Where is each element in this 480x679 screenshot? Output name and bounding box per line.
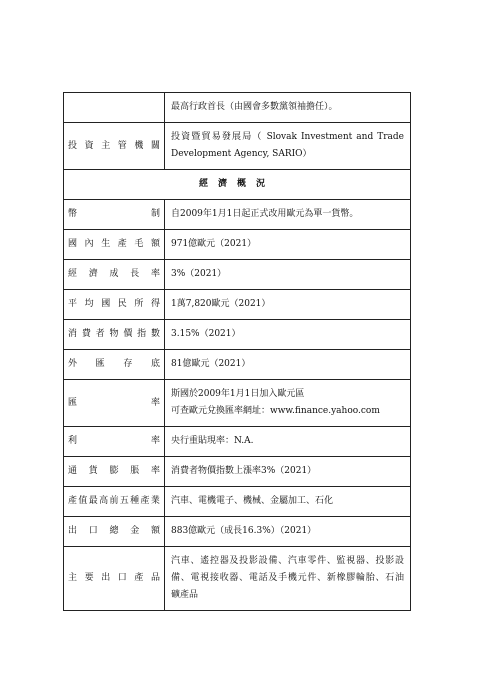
value-line-3: 礦產品 [171, 590, 199, 600]
label-char: 長 [130, 269, 140, 279]
justified-label [68, 464, 160, 479]
row-label-inflation [64, 457, 165, 487]
label-char: 額 [150, 526, 160, 536]
row-value-industries: 汽車、電機電子、機械、金屬加工、石化 [165, 487, 411, 517]
section-title: 經濟概況 [64, 170, 411, 200]
table-row-exports-total [64, 517, 411, 547]
justified-label [68, 434, 160, 449]
row-label-currency [64, 200, 165, 230]
label-char: 率 [150, 269, 160, 279]
justified-label [68, 139, 160, 154]
justified-label [68, 571, 160, 586]
label-char: 品 [150, 573, 160, 583]
table-row-interest [64, 427, 411, 457]
label-char: 底 [150, 359, 160, 369]
label-char: 口 [117, 573, 127, 583]
row-label-exports-products [64, 547, 165, 611]
value-line-1: 斯國於2009年1月1日加入歐元區 [171, 389, 305, 399]
value-line-2: Development Agency, SARIO） [171, 149, 312, 159]
investment-agency-label [64, 123, 165, 170]
value-line-2: 備、電視接收器、電話及手機元件、新橡膠輪胎、石油 [171, 573, 404, 583]
label-char: 投 [68, 140, 78, 151]
table-row-reserves [64, 350, 411, 380]
label-char: 前 [109, 496, 119, 506]
row-value-exports-total: 883億歐元（成長16.3%）（2021） [165, 517, 411, 547]
label-char: 者 [95, 329, 105, 339]
label-char: 物 [109, 329, 119, 339]
label-char: 貨 [88, 466, 98, 476]
row-label-exchange [64, 380, 165, 427]
row-label-income [64, 290, 165, 320]
table-row-cpi [64, 320, 411, 350]
row-label-growth [64, 260, 165, 290]
section-header-row [64, 170, 411, 200]
label-char: 所 [134, 299, 144, 309]
label-char: 主 [101, 140, 111, 151]
row-value-growth: 3%（2021） [165, 260, 411, 290]
label-char: 成 [109, 269, 119, 279]
table-row-gdp [64, 230, 411, 260]
label-char: 口 [88, 526, 98, 536]
table-row-exports-products [64, 547, 411, 611]
justified-label [68, 237, 160, 252]
value-line-2: 可查歐元兌換匯率網址：www.finance.yahoo.com [171, 406, 380, 416]
label-char: 率 [150, 397, 160, 408]
label-char: 產 [134, 573, 144, 583]
label-char: 關 [150, 140, 160, 151]
row-label-reserves [64, 350, 165, 380]
label-char: 制 [150, 209, 160, 219]
row-value-reserves: 81億歐元（2021） [165, 350, 411, 380]
label-char: 幣 [68, 209, 78, 219]
label-char: 最 [88, 496, 98, 506]
label-char: 國 [68, 239, 78, 249]
label-char: 指 [137, 329, 147, 339]
label-char: 率 [150, 436, 160, 446]
label-char: 高 [99, 496, 109, 506]
table-row-investment-agency [64, 123, 411, 170]
row-value-inflation: 消費者物價指數上漲率3%（2021） [165, 457, 411, 487]
row-label-interest [64, 427, 165, 457]
value-line-1: 投資暨貿易發展局（ Slovak Investment and Trade [171, 132, 404, 142]
label-char: 國 [101, 299, 111, 309]
label-char: 費 [81, 329, 91, 339]
justified-label [68, 207, 160, 222]
investment-agency-value [165, 123, 411, 170]
row-label-industries [64, 487, 165, 517]
label-char: 要 [84, 573, 94, 583]
label-char: 產 [140, 496, 150, 506]
row-value-currency: 自2009年1月1日起正式改用歐元為單一貨幣。 [165, 200, 411, 230]
justified-label [68, 267, 160, 282]
label-char: 毛 [134, 239, 144, 249]
label-char: 內 [84, 239, 94, 249]
row-label-cpi [64, 320, 165, 350]
row-value-exchange [165, 380, 411, 427]
label-char: 外 [68, 359, 78, 369]
justified-label [68, 524, 160, 539]
country-info-table [63, 92, 411, 611]
label-char: 民 [117, 299, 127, 309]
label-char: 種 [130, 496, 140, 506]
label-char: 五 [119, 496, 129, 506]
row-value-interest: 央行重貼現率：N.A. [165, 427, 411, 457]
label-char: 利 [68, 436, 78, 446]
label-char: 膨 [109, 466, 119, 476]
table-row-exchange [64, 380, 411, 427]
table-row-income [64, 290, 411, 320]
justified-label [68, 357, 160, 372]
table-row-inflation [64, 457, 411, 487]
label-char: 值 [78, 496, 88, 506]
label-char: 機 [134, 140, 144, 151]
row-value-cpi: 3.15%（2021） [165, 320, 411, 350]
value-line-1: 汽車、遙控器及投影設備、汽車零件、監視器、投影設 [171, 556, 404, 566]
row-value-gdp: 971億歐元（2021） [165, 230, 411, 260]
table-row-growth [64, 260, 411, 290]
row-label-gdp [64, 230, 165, 260]
row-label-exports-total [64, 517, 165, 547]
table-row-currency [64, 200, 411, 230]
label-char: 生 [101, 239, 111, 249]
label-char: 匯 [95, 359, 105, 369]
label-char: 業 [150, 496, 160, 506]
label-char: 消 [68, 329, 78, 339]
label-char: 存 [123, 359, 133, 369]
label-char: 數 [150, 329, 160, 339]
label-char: 額 [150, 239, 160, 249]
label-char: 價 [123, 329, 133, 339]
justified-label [68, 327, 160, 342]
label-char: 率 [150, 466, 160, 476]
label-char: 濟 [88, 269, 98, 279]
justified-label [68, 396, 160, 411]
row-value-income: 1萬7,820歐元（2021） [165, 290, 411, 320]
label-char: 管 [117, 140, 127, 151]
justified-label [68, 494, 160, 509]
label-char: 通 [68, 466, 78, 476]
table-row-executive [64, 93, 411, 123]
label-char: 總 [109, 526, 119, 536]
label-char: 金 [130, 526, 140, 536]
label-char: 主 [68, 573, 78, 583]
label-char: 產 [117, 239, 127, 249]
label-char: 出 [101, 573, 111, 583]
label-char: 產 [68, 496, 78, 506]
label-char: 經 [68, 269, 78, 279]
executive-value: 最高行政首長（由國會多數黨領袖擔任）。 [165, 93, 411, 123]
label-char: 出 [68, 526, 78, 536]
label-char: 得 [150, 299, 160, 309]
empty-label-cell [64, 93, 165, 123]
label-char: 匯 [68, 397, 78, 408]
label-char: 平 [68, 299, 78, 309]
label-char: 脹 [130, 466, 140, 476]
label-char: 均 [84, 299, 94, 309]
justified-label [68, 297, 160, 312]
row-value-exports-products [165, 547, 411, 611]
table-row-industries [64, 487, 411, 517]
label-char: 資 [84, 140, 94, 151]
